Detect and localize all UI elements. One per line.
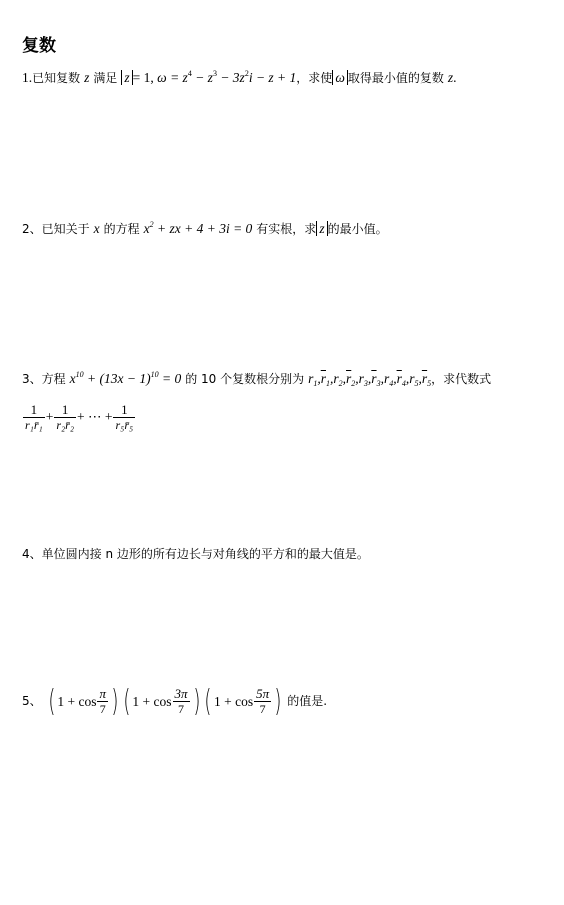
math-text: − z xyxy=(191,70,213,85)
left-paren: ( xyxy=(204,683,212,719)
math-text: + (13x − 1) xyxy=(83,371,151,386)
separator: , xyxy=(355,371,359,386)
separator: , xyxy=(317,371,321,386)
question-text: 满足 xyxy=(93,71,118,85)
root-base: r xyxy=(358,371,364,386)
fraction xyxy=(113,402,135,433)
root-subscript: 5 xyxy=(414,379,419,388)
root-base: $\overline{r}$ xyxy=(346,371,352,386)
question-number: 1. xyxy=(22,70,33,85)
fraction-numerator: 5π xyxy=(256,686,270,701)
page-title: 复数 xyxy=(22,36,56,56)
root-subscript: 2 xyxy=(338,379,343,388)
math-expression xyxy=(70,371,182,386)
fraction-denominator: 7 xyxy=(99,702,106,716)
question-5 xyxy=(22,683,328,719)
root-item xyxy=(321,371,330,386)
math-exponent: 2 xyxy=(149,220,154,229)
question-text: 取得最小值的复数 xyxy=(347,71,444,85)
math-text: = z xyxy=(166,70,188,85)
root-item xyxy=(359,371,368,386)
math-expression xyxy=(46,683,288,719)
left-paren: ( xyxy=(123,683,131,719)
root-base: r xyxy=(333,371,339,386)
separator: , xyxy=(380,371,384,386)
fraction xyxy=(254,686,271,717)
question-1 xyxy=(22,70,457,85)
root-item xyxy=(346,371,355,386)
abs-value: ω xyxy=(332,70,348,85)
root-subscript: 5 xyxy=(427,379,432,388)
question-number: 5、 xyxy=(22,694,42,709)
math-expression xyxy=(144,221,253,236)
math-text: x xyxy=(69,371,76,386)
roots-list xyxy=(308,371,431,386)
math-variable: x xyxy=(93,221,100,236)
root-subscript: 3 xyxy=(363,379,368,388)
fraction-numerator: 1 xyxy=(113,402,135,418)
fraction-denominator: 7 xyxy=(178,702,185,716)
root-item xyxy=(333,371,342,386)
math-text: + zx + 4 + 3i = 0 xyxy=(153,221,253,236)
fraction xyxy=(23,402,45,433)
math-expression xyxy=(121,70,296,85)
math-text: = 0 xyxy=(158,371,182,386)
fraction xyxy=(54,402,76,433)
root-subscript: 3 xyxy=(376,379,381,388)
root-base: r xyxy=(409,371,415,386)
math-text: 1 + cos xyxy=(213,693,254,709)
right-paren: ) xyxy=(111,683,119,719)
root-base: $\overline{r}$ xyxy=(421,371,428,386)
root-item xyxy=(384,371,393,386)
question-text: 的值是. xyxy=(287,694,328,709)
math-text: 1 + cos xyxy=(132,693,172,709)
separator: , xyxy=(342,371,347,386)
root-base: $\overline{r}$ xyxy=(371,371,377,386)
root-subscript: 1 xyxy=(326,379,330,388)
separator: , xyxy=(405,371,410,386)
root-subscript: 4 xyxy=(401,379,406,388)
math-exponent: 4 xyxy=(187,69,192,78)
question-3-expression xyxy=(22,402,136,433)
fraction-denominator: 7 xyxy=(259,702,266,716)
question-number: 3、 xyxy=(22,372,42,386)
math-exponent: 10 xyxy=(75,370,84,379)
root-subscript: 4 xyxy=(389,379,394,388)
separator: , xyxy=(393,371,397,386)
fraction xyxy=(173,686,190,717)
question-3 xyxy=(22,371,491,388)
separator: , xyxy=(367,371,372,386)
root-item xyxy=(308,371,317,386)
question-text: 有实根，求 xyxy=(256,222,317,236)
fraction-denominator: r₁r̄₁ xyxy=(25,418,43,432)
fraction-numerator: 1 xyxy=(54,402,76,418)
abs-value: z xyxy=(121,70,132,85)
left-paren: ( xyxy=(47,683,55,719)
question-text: 方程 xyxy=(41,372,66,386)
math-text: i − z + 1 xyxy=(248,70,297,85)
fraction-numerator: 1 xyxy=(23,402,45,418)
question-text: 的最小值。 xyxy=(327,222,388,236)
separator: , xyxy=(418,371,422,386)
math-exponent: 10 xyxy=(150,370,159,379)
root-base: $\overline{r}$ xyxy=(396,371,402,386)
root-subscript: 2 xyxy=(351,379,356,388)
question-text: 已知关于 xyxy=(41,222,90,236)
root-base: r xyxy=(308,371,314,386)
math-exponent: 3 xyxy=(212,69,217,78)
fraction xyxy=(97,686,108,717)
fraction-numerator: π xyxy=(99,686,106,701)
question-text: 已知复数 xyxy=(32,71,81,85)
question-text: 的方程 xyxy=(103,222,140,236)
root-item xyxy=(422,371,431,386)
math-text: 1 + cos xyxy=(57,693,97,709)
root-item xyxy=(371,371,380,386)
root-subscript: 1 xyxy=(313,379,318,388)
root-base: $\overline{r}$ xyxy=(320,371,326,386)
question-text: ，求使 xyxy=(296,71,333,85)
math-variable: z xyxy=(447,70,454,85)
question-number: 2、 xyxy=(22,222,42,236)
separator: , xyxy=(330,371,334,386)
fraction-denominator: r₂r̄₂ xyxy=(56,418,74,432)
math-variable: z xyxy=(84,70,90,85)
math-text: − 3z xyxy=(216,70,245,85)
right-paren: ) xyxy=(274,683,282,719)
root-base: r xyxy=(383,371,390,386)
math-operator: + ⋯ + xyxy=(77,409,113,424)
punctuation: . xyxy=(453,70,457,85)
question-number: 4、 xyxy=(22,547,42,561)
math-exponent: 2 xyxy=(244,69,249,78)
question-text: 的 10 个复数根分别为 xyxy=(185,372,305,386)
math-variable: ω xyxy=(157,70,167,85)
fraction-denominator: r₅r̄₅ xyxy=(115,418,134,432)
abs-value: z xyxy=(316,221,327,236)
fraction-numerator: 3π xyxy=(174,686,188,701)
question-text: 单位圆内接 n 边形的所有边长与对角线的平方和的最大值是。 xyxy=(41,547,369,561)
question-2 xyxy=(22,221,388,236)
right-paren: ) xyxy=(192,683,200,719)
question-text: ，求代数式 xyxy=(431,372,492,386)
math-text: x xyxy=(143,221,150,236)
root-item xyxy=(397,371,406,386)
math-text: = 1, xyxy=(132,70,158,85)
math-operator: + xyxy=(45,409,54,424)
question-4 xyxy=(22,548,369,561)
